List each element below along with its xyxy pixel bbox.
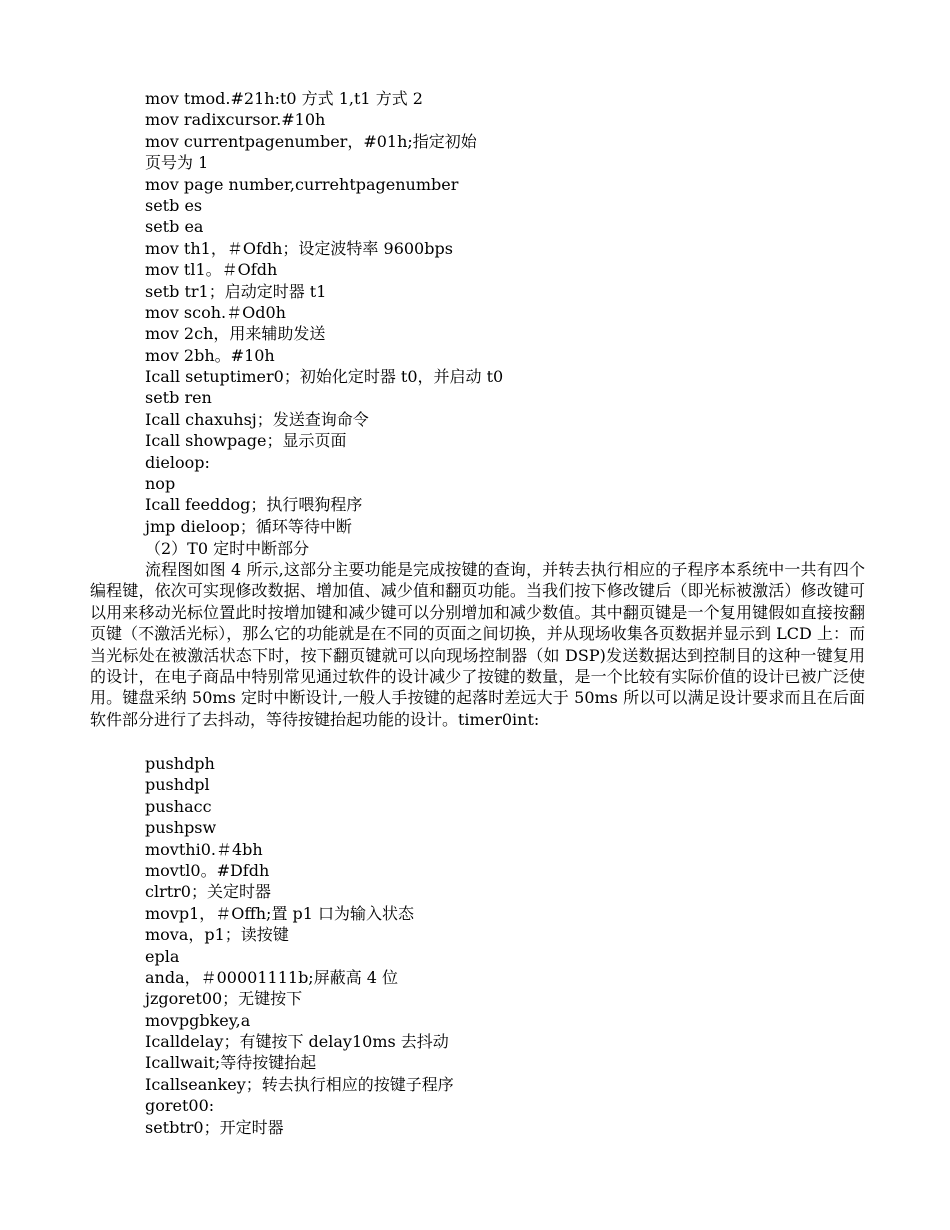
code-line: pushdph	[145, 754, 215, 773]
code-line: dieloop:	[145, 452, 210, 472]
code-line: mov radixcursor.#10h	[145, 110, 326, 130]
code-line: pushpsw	[145, 818, 217, 838]
code-line: mov tmod.#21h:t0 方式 1,t1 方式 2	[145, 89, 423, 108]
code-line: mov 2bh。#10h	[145, 345, 275, 365]
code-line: nop	[145, 474, 176, 494]
body-paragraph: 流程图如图 4 所示,这部分主要功能是完成按键的查询，并转去执行相应的子程序本系统中一共有四个编程键，依次可实现修改数据、增加值、减少值和翻页功能。当我们按下修改键后（即光标被激活）修改键可以用来移动光标位置此时按增加键和减少键可以分别增加和减少数值。其中翻页键是一个复用键假如直接按翻页键（不激活光标），那么它的功能就是在不同的页面之间切换，并从现场收集各页数据并显示到 LCD 上：而当光标处在被激活状态下时，按下翻页键就可以向现场控制器（如 DSP)发送数据达到控制目的这种一键复用的设计，在电子商品中特别常见通过软件的设计减少了按键的数量，是一个比较有实际价值的设计已被广泛使用。键盘采纳 50ms 定时中断设计,一般人手按键的起落时差远大于 50ms 所以可以满足设计要求而且在后面软件部分进行了去抖动，等待按键抬起功能的设计。timer0int:	[90, 560, 865, 729]
code-line: setbtr0；开定时器	[145, 1117, 284, 1137]
code-line: mov 2ch，用来辅助发送	[145, 324, 326, 344]
code-line: Icall feeddog；执行喂狗程序	[145, 495, 363, 515]
code-line: jmp dieloop；循环等待中断	[145, 516, 352, 536]
code-line: Icalldelay；有键按下 delay10ms 去抖动	[145, 1032, 449, 1052]
code-line: goret00:	[145, 1096, 215, 1116]
code-line: Icall chaxuhsj；发送查询命令	[145, 409, 369, 429]
code-line: Icallwait;等待按键抬起	[145, 1053, 317, 1073]
code-line: Icall setuptimer0；初始化定时器 t0，并启动 t0	[145, 367, 504, 387]
code-line: mov page number,currehtpagenumber	[145, 174, 459, 194]
code-line: mov currentpagenumber，#01h;指定初始	[145, 131, 477, 151]
code-line: movthi0.＃4bh	[145, 839, 263, 859]
code-line: mov tl1。＃Ofdh	[145, 260, 278, 280]
code-line: Icallseankey；转去执行相应的按键子程序	[145, 1074, 454, 1094]
code-line: setb ea	[145, 217, 204, 237]
code-line: setb ren	[145, 388, 212, 408]
code-line: pushacc	[145, 796, 212, 816]
code-line: mov scoh.＃Od0h	[145, 302, 286, 322]
code-line: movpgbkey,a	[145, 1010, 251, 1030]
code-block-timer0int	[145, 753, 865, 1138]
code-line: clrtr0；关定时器	[145, 882, 271, 902]
code-line: setb es	[145, 195, 203, 215]
code-line: Icall showpage；显示页面	[145, 431, 347, 451]
code-line: anda，＃00001111b;屏蔽高 4 位	[145, 967, 399, 987]
code-line: mov th1，＃Ofdh；设定波特率 9600bps	[145, 238, 453, 258]
code-line: 页号为 1	[145, 153, 209, 173]
code-line: movp1，＃Offh;置 p1 口为输入状态	[145, 903, 415, 923]
code-line: jzgoret00；无键按下	[145, 989, 303, 1009]
code-line: pushdpl	[145, 775, 210, 795]
section-heading: （2）T0 定时中断部分	[145, 539, 310, 558]
code-line: epla	[145, 946, 180, 966]
code-block-init	[145, 88, 865, 537]
code-line: setb tr1；启动定时器 t1	[145, 281, 327, 301]
code-line: mova，p1；读按键	[145, 925, 289, 945]
code-line: movtl0。#Dfdh	[145, 860, 270, 880]
